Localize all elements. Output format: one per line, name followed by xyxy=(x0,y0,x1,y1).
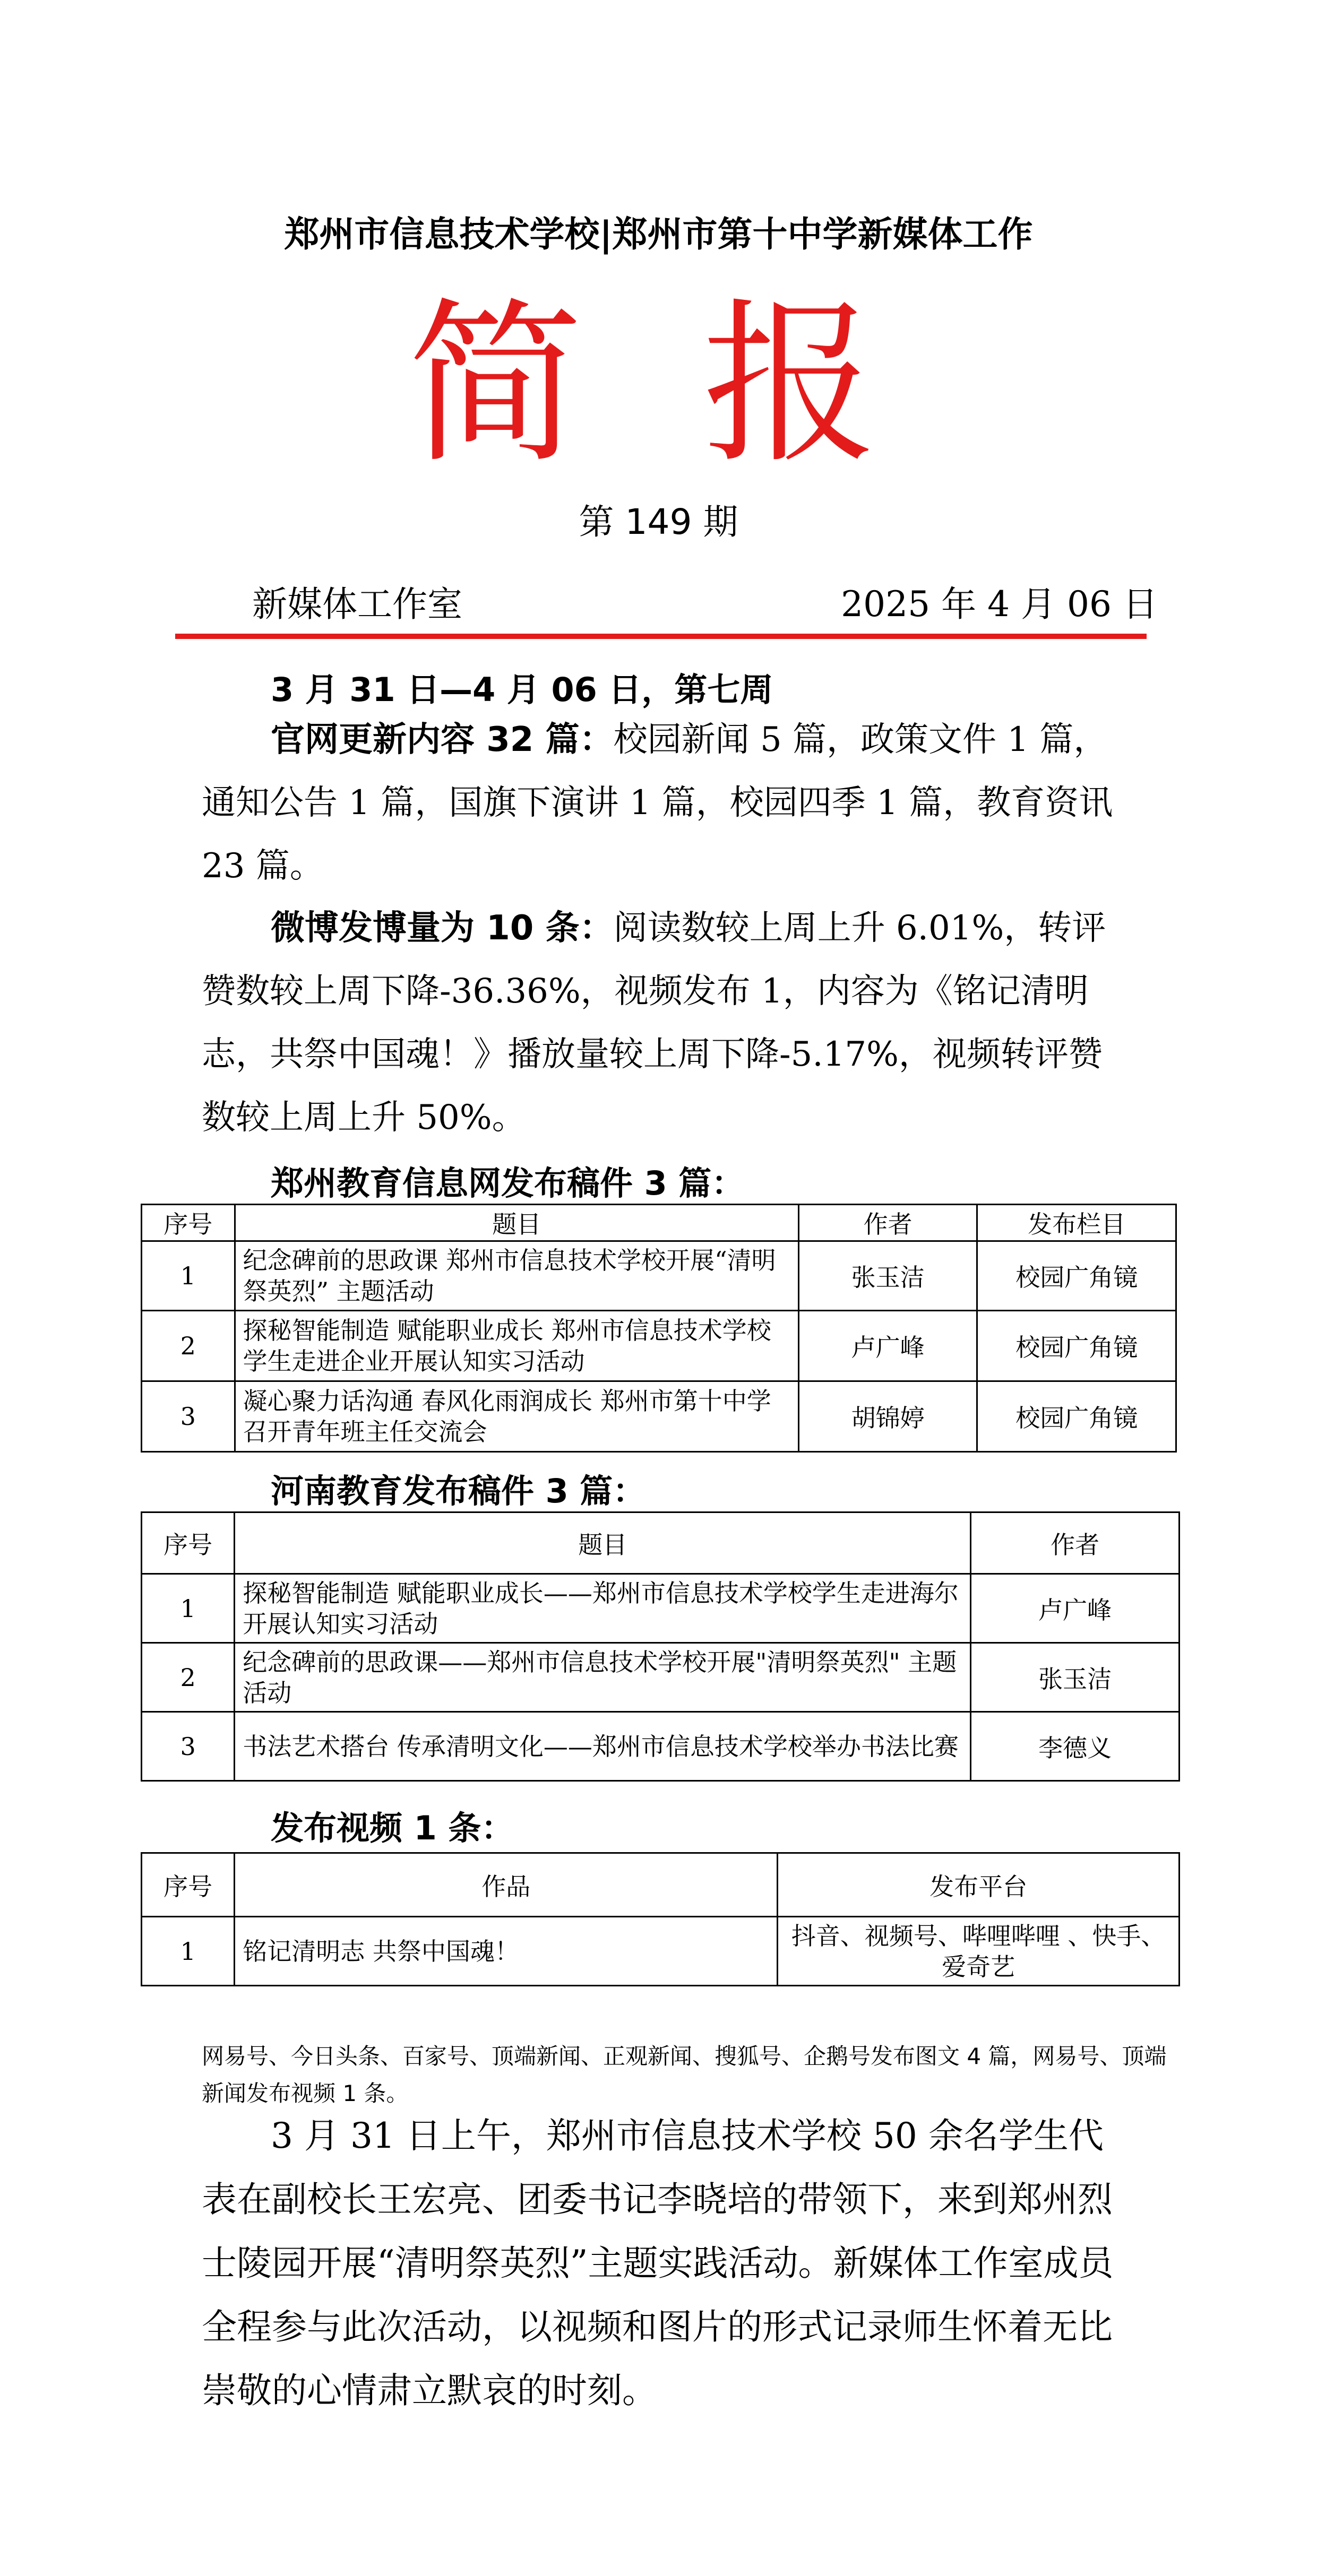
week-range: 3 月 31 日—4 月 06 日，第七周 xyxy=(271,670,773,709)
col-no: 序号 xyxy=(142,1853,235,1917)
row-title: 凝心聚力话沟通 春风化雨润成长 郑州市第十中学召开青年班主任交流会 xyxy=(235,1381,798,1452)
issue-number: 第 149 期 xyxy=(579,502,738,542)
row-work: 铭记清明志 共祭中国魂！ xyxy=(235,1917,778,1986)
col-author: 作者 xyxy=(971,1512,1180,1574)
office-name: 新媒体工作室 xyxy=(252,584,462,625)
table-row xyxy=(142,1574,1180,1643)
story-paragraph: 3 月 31 日上午，郑州市信息技术学校 50 余名学生代表在副校长王宏亮、团委书记李晓培的带领下，来到郑州烈士陵园开展“清明祭英烈”主题实践活动。新媒体工作室成员全程参与此次活动，以视频和图片的形式记录师生怀着无比崇敬的心情肃立默哀的时刻。 xyxy=(202,2115,1114,2411)
row-title: 书法艺术搭台 传承清明文化——郑州市信息技术学校举办书法比赛 xyxy=(235,1712,971,1781)
brief-title: 简 报 xyxy=(408,283,909,487)
website-text: 校园新闻 5 篇，政策文件 1 篇，通知公告 1 篇，国旗下演讲 1 篇，校园四季 1 篇，教育资讯 23 篇。 xyxy=(202,720,1113,886)
row-author: 胡锦婷 xyxy=(798,1381,977,1452)
row-column: 校园广角镜 xyxy=(977,1241,1176,1311)
table-row xyxy=(142,1643,1180,1712)
table-row xyxy=(142,1381,1176,1452)
col-work: 作品 xyxy=(235,1853,778,1917)
row-author: 张玉洁 xyxy=(798,1241,977,1311)
issue-date: 2025 年 4 月 06 日 xyxy=(841,584,1158,625)
henan-edu-table xyxy=(141,1511,1180,1782)
video-table xyxy=(141,1852,1180,1986)
col-no: 序号 xyxy=(142,1205,235,1241)
col-no: 序号 xyxy=(142,1512,235,1574)
table-row xyxy=(142,1917,1180,1986)
row-no: 1 xyxy=(142,1917,235,1986)
row-no: 2 xyxy=(142,1643,235,1712)
row-title: 探秘智能制造 赋能职业成长 郑州市信息技术学校学生走进企业开展认知实习活动 xyxy=(235,1311,798,1381)
row-no: 3 xyxy=(142,1381,235,1452)
col-platform: 发布平台 xyxy=(778,1853,1180,1917)
row-no: 1 xyxy=(142,1241,235,1311)
row-column: 校园广角镜 xyxy=(977,1311,1176,1381)
col-title: 题目 xyxy=(235,1512,971,1574)
row-title: 探秘智能制造 赋能职业成长——郑州市信息技术学校学生走进海尔开展认知实习活动 xyxy=(235,1574,971,1643)
row-no: 3 xyxy=(142,1712,235,1781)
row-author: 卢广峰 xyxy=(971,1574,1180,1643)
table-header-row xyxy=(142,1512,1180,1574)
col-author: 作者 xyxy=(798,1205,977,1241)
col-column: 发布栏目 xyxy=(977,1205,1176,1241)
row-author: 李德义 xyxy=(971,1712,1180,1781)
row-no: 2 xyxy=(142,1311,235,1381)
col-title: 题目 xyxy=(235,1205,798,1241)
org-header: 郑州市信息技术学校|郑州市第十中学新媒体工作 xyxy=(284,214,1033,255)
header-divider xyxy=(175,634,1147,639)
table-header-row xyxy=(142,1205,1176,1241)
zz-edu-table xyxy=(141,1204,1177,1453)
row-author: 卢广峰 xyxy=(798,1311,977,1381)
table-row xyxy=(142,1241,1176,1311)
weibo-text: 阅读数较上周上升 6.01%，转评赞数较上周下降-36.36%，视频发布 1，内容为《铭记清明志，共祭中国魂！》播放量较上周下降-5.17%，视频转评赞数较上周上升 50%。 xyxy=(202,909,1106,1137)
website-lead: 官网更新内容 32 篇： xyxy=(271,720,614,759)
row-title: 纪念碑前的思政课 郑州市信息技术学校开展“清明祭英烈” 主题活动 xyxy=(235,1241,798,1311)
row-title: 纪念碑前的思政课——郑州市信息技术学校开展"清明祭英烈" 主题活动 xyxy=(235,1643,971,1712)
zz-edu-heading: 郑州教育信息网发布稿件 3 篇： xyxy=(271,1164,745,1203)
row-platform: 抖音、视频号、哔哩哔哩 、快手、爱奇艺 xyxy=(778,1917,1180,1986)
table-header-row xyxy=(142,1853,1180,1917)
row-no: 1 xyxy=(142,1574,235,1643)
row-author: 张玉洁 xyxy=(971,1643,1180,1712)
table-row xyxy=(142,1712,1180,1781)
weibo-lead: 微博发博量为 10 条： xyxy=(271,909,614,948)
video-heading: 发布视频 1 条： xyxy=(271,1809,514,1847)
table-row xyxy=(142,1311,1176,1381)
row-column: 校园广角镜 xyxy=(977,1381,1176,1452)
website-paragraph xyxy=(202,708,1131,898)
weibo-paragraph xyxy=(202,897,1131,1149)
henan-edu-heading: 河南教育发布稿件 3 篇： xyxy=(271,1472,646,1510)
platform-note: 网易号、今日头条、百家号、顶端新闻、正观新闻、搜狐号、企鹅号发布图文 4 篇，网易号、顶端新闻发布视频 1 条。 xyxy=(202,2043,1167,2106)
